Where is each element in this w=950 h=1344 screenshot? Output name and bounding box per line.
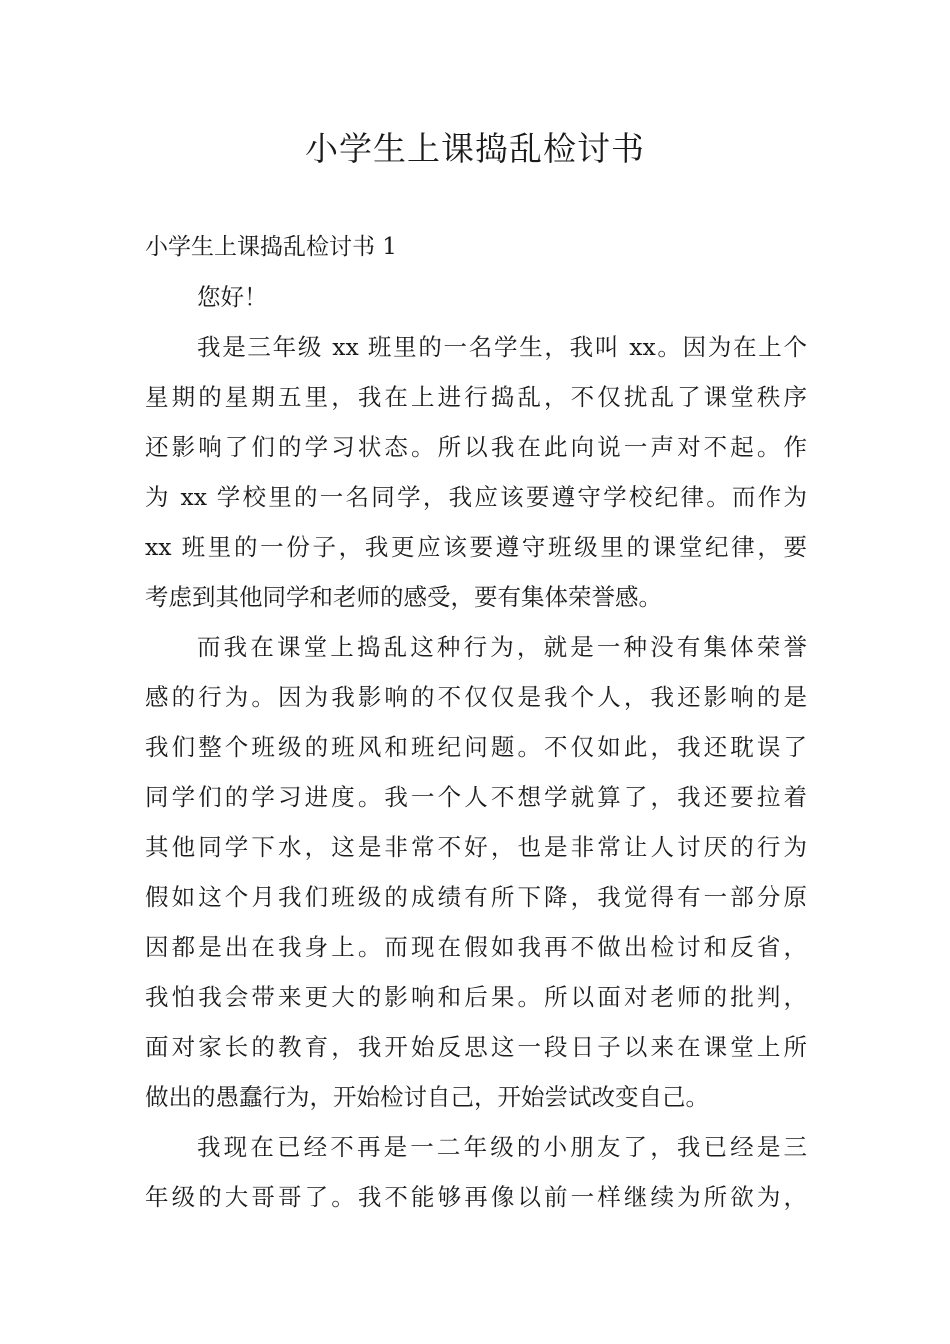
paragraph-line: 星期的星期五里，我在上进行捣乱，不仅扰乱了课堂秩序 <box>145 383 807 411</box>
paragraph-1 <box>145 322 807 622</box>
paragraph-line: 我怕我会带来更大的影响和后果。所以面对老师的批判， <box>145 983 807 1011</box>
paragraph-3 <box>145 1122 807 1222</box>
paragraph-line: 而我在课堂上捣乱这种行为，就是一种没有集体荣誉 <box>197 633 807 661</box>
paragraph-line: xx 班里的一份子，我更应该要遵守班级里的课堂纪律，要 <box>145 533 807 561</box>
paragraph-line: 我现在已经不再是一二年级的小朋友了，我已经是三 <box>197 1133 807 1161</box>
paragraph-line: 假如这个月我们班级的成绩有所下降，我觉得有一部分原 <box>145 883 807 911</box>
paragraph-line: 面对家长的教育，我开始反思这一段日子以来在课堂上所 <box>145 1033 807 1061</box>
paragraph-line: 为 xx 学校里的一名同学，我应该要遵守学校纪律。而作为 <box>145 483 807 511</box>
document-body <box>145 222 807 1222</box>
paragraph-line: 感的行为。因为我影响的不仅仅是我个人，我还影响的是 <box>145 683 807 711</box>
paragraph-line: 考虑到其他同学和老师的感受，要有集体荣誉感。 <box>145 583 662 611</box>
paragraph-line: 同学们的学习进度。我一个人不想学就算了，我还要拉着 <box>145 783 807 811</box>
paragraph-line: 其他同学下水，这是非常不好，也是非常让人讨厌的行为 <box>145 833 807 861</box>
section-title: 小学生上课捣乱检讨书 1 <box>145 234 397 260</box>
paragraph-line: 我们整个班级的班风和班纪问题。不仅如此，我还耽误了 <box>145 733 807 761</box>
paragraph-line: 年级的大哥哥了。我不能够再像以前一样继续为所欲为， <box>145 1183 807 1211</box>
paragraph-line: 因都是出在我身上。而现在假如我再不做出检讨和反省， <box>145 933 807 961</box>
greeting: 您好！ <box>197 283 268 311</box>
paragraph-line: 做出的愚蠢行为，开始检讨自己，开始尝试改变自己。 <box>145 1083 709 1111</box>
paragraph-line: 还影响了们的学习状态。所以我在此向说一声对不起。作 <box>145 433 807 461</box>
document-title: 小学生上课捣乱检讨书 <box>305 129 645 168</box>
paragraph-line: 我是三年级 xx 班里的一名学生，我叫 xx。因为在上个 <box>197 333 807 361</box>
paragraph-2 <box>145 622 807 1122</box>
